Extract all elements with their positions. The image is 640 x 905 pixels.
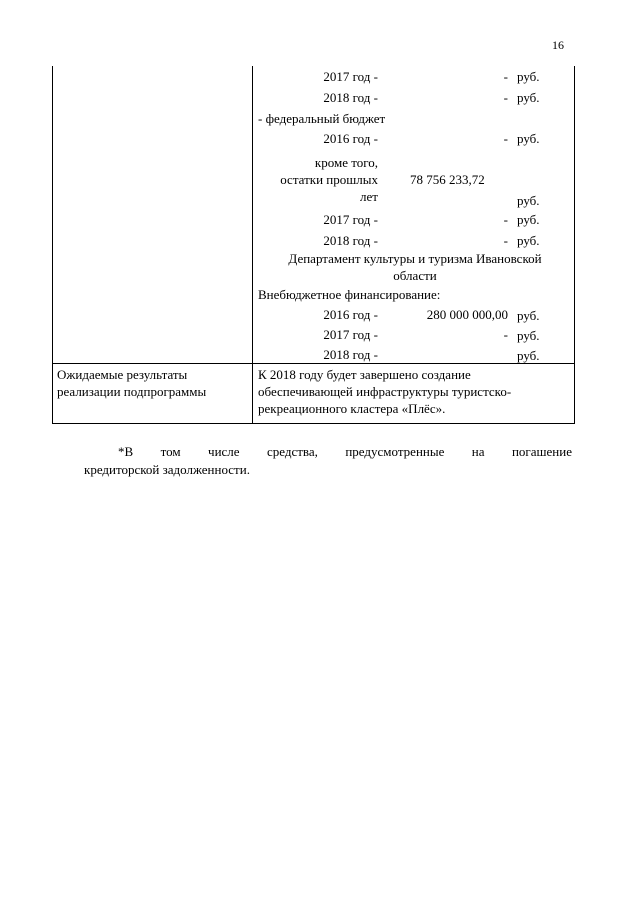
amount-value: -: [503, 233, 508, 248]
amount-value: -: [503, 212, 508, 227]
amount-value: 280 000 000,00: [426, 307, 508, 322]
year-label: 2017 год -: [323, 327, 378, 342]
subprogram-passport-table: [52, 66, 575, 424]
year-label: 2018 год -: [323, 90, 378, 105]
amount-value: -: [503, 69, 508, 84]
currency-unit: руб.: [517, 193, 540, 208]
remainder-label: кроме того,: [314, 155, 378, 170]
results-label: реализации подпрограммы: [57, 384, 207, 399]
page-number: 16: [552, 38, 564, 52]
column-divider: [252, 66, 253, 423]
results-text: обеспечивающей инфраструктуры туристско-: [258, 384, 512, 399]
amount-value: -: [503, 327, 508, 342]
remainder-amount: 78 756 233,72: [410, 172, 485, 187]
currency-unit: руб.: [517, 233, 540, 248]
currency-unit: руб.: [517, 328, 540, 343]
year-label: 2018 год -: [323, 347, 378, 362]
currency-unit: руб.: [517, 69, 540, 84]
year-label: 2018 год -: [323, 233, 378, 248]
results-label: Ожидаемые результаты: [57, 367, 188, 382]
currency-unit: руб.: [517, 308, 540, 323]
currency-unit: руб.: [517, 348, 540, 363]
remainder-label: лет: [360, 189, 378, 204]
year-label: 2017 год -: [323, 69, 378, 84]
remainder-label: остатки прошлых: [280, 172, 378, 187]
currency-unit: руб.: [517, 212, 540, 227]
year-label: 2016 год -: [323, 131, 378, 146]
row-divider: [53, 363, 574, 364]
footnote-line: кредиторской задолженности.: [84, 462, 250, 477]
amount-value: -: [503, 131, 508, 146]
year-label: 2017 год -: [323, 212, 378, 227]
federal-budget-label: - федеральный бюджет: [258, 111, 386, 126]
currency-unit: руб.: [517, 131, 540, 146]
department-name: Департамент культуры и туризма Ивановской: [288, 251, 542, 266]
year-label: 2016 год -: [323, 307, 378, 322]
results-text: К 2018 году будет завершено создание: [258, 367, 471, 382]
currency-unit: руб.: [517, 90, 540, 105]
results-text: рекреационного кластера «Плёс».: [258, 401, 446, 416]
department-name: области: [393, 268, 437, 283]
extrabudget-label: Внебюджетное финансирование:: [258, 287, 441, 302]
amount-value: -: [503, 90, 508, 105]
footnote-line: *В том числе средства, предусмотренные на погашение: [118, 444, 572, 459]
